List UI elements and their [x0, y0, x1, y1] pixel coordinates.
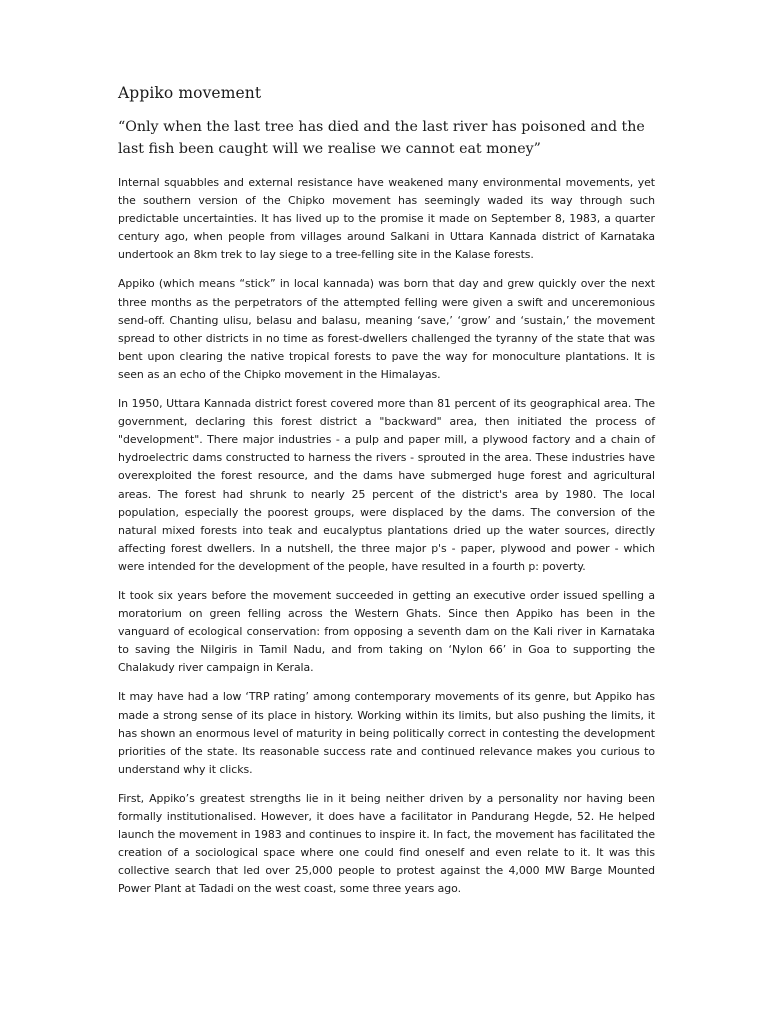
- paragraph-5: It may have had a low ‘TRP rating’ among contemporary movements of its genre, but Appiko has made a strong sense of its place in history. Working within its limits, but also pushing the limits, it has shown an enormous level of maturity in being politically correct in contesting the development priorities of the state. Its reasonable success rate and continued relevance makes you curious to understand why it clicks.: [118, 690, 655, 776]
- paragraph-4: It took six years before the movement succeeded in getting an executive order issued spelling a moratorium on green felling across the Western Ghats. Since then Appiko has been in the vanguard of ecological conservation: from opposing a seventh dam on the Kali river in Karnataka to saving the Nilgiris in Tamil Nadu, and from taking on ‘Nylon 66’ in Goa to supporting the Chalakudy river campaign in Kerala.: [118, 588, 655, 675]
- paragraph-2: Appiko (which means “stick” in local kannada) was born that day and grew quickly over the next three months as the perpetrators of the attempted felling were given a swift and unceremonious send-off. Chanting ulisu, belasu and balasu, meaning ‘save,’ ‘grow’ and ‘sustain,’ the movement spread to other districts in no time as forest-dwellers challenged the tyranny of the state that was bent upon clearing the native tropical forests to pave the way for monoculture plantations. It is seen as an echo of the Chipko movement in the Himalayas.: [118, 277, 655, 381]
- document-page: [118, 84, 655, 909]
- document-title: Appiko movement: [118, 84, 262, 102]
- paragraph-3: In 1950, Uttara Kannada district forest covered more than 81 percent of its geographical area. The government, declaring this forest district a "backward" area, then initiated the process of "development". There major industries - a pulp and paper mill, a plywood factory and a chain of hydroelectric dams constructed to harness the rivers - sprouted in the area. These industries have overexploited the forest resource, and the dams have submerged huge forest and agricultural areas. The forest had shrunk to nearly 25 percent of the district's area by 1980. The local population, especially the poorest groups, were displaced by the dams. The conversion of the natural mixed forests into teak and eucalyptus plantations dried up the water sources, directly affecting forest dwellers. In a nutshell, the three major p's - paper, plywood and power - which were intended for the development of the people, have resulted in a fourth p: poverty.: [118, 397, 655, 573]
- paragraph-1: Internal squabbles and external resistance have weakened many environmental movements, yet the southern version of the Chipko movement has seemingly waded its way through such predictable uncertainties. It has lived up to the promise it made on September 8, 1983, a quarter century ago, when people from villages around Salkani in Uttara Kannada district of Karnataka undertook an 8km trek to lay siege to a tree-felling site in the Kalase forests.: [118, 176, 655, 262]
- epigraph-quote: “Only when the last tree has died and the last river has poisoned and the last fish been caught will we realise we cannot eat money”: [118, 119, 645, 157]
- paragraph-6: First, Appiko’s greatest strengths lie in it being neither driven by a personality nor having been formally institutionalised. However, it does have a facilitator in Pandurang Hegde, 52. He helped launch the movement in 1983 and continues to inspire it. In fact, the movement has facilitated the creation of a sociological space where one could find oneself and even relate to it. It was this collective search that led over 25,000 people to protest against the 4,000 MW Barge Mounted Power Plant at Tadadi on the west coast, some three years ago.: [118, 791, 655, 896]
